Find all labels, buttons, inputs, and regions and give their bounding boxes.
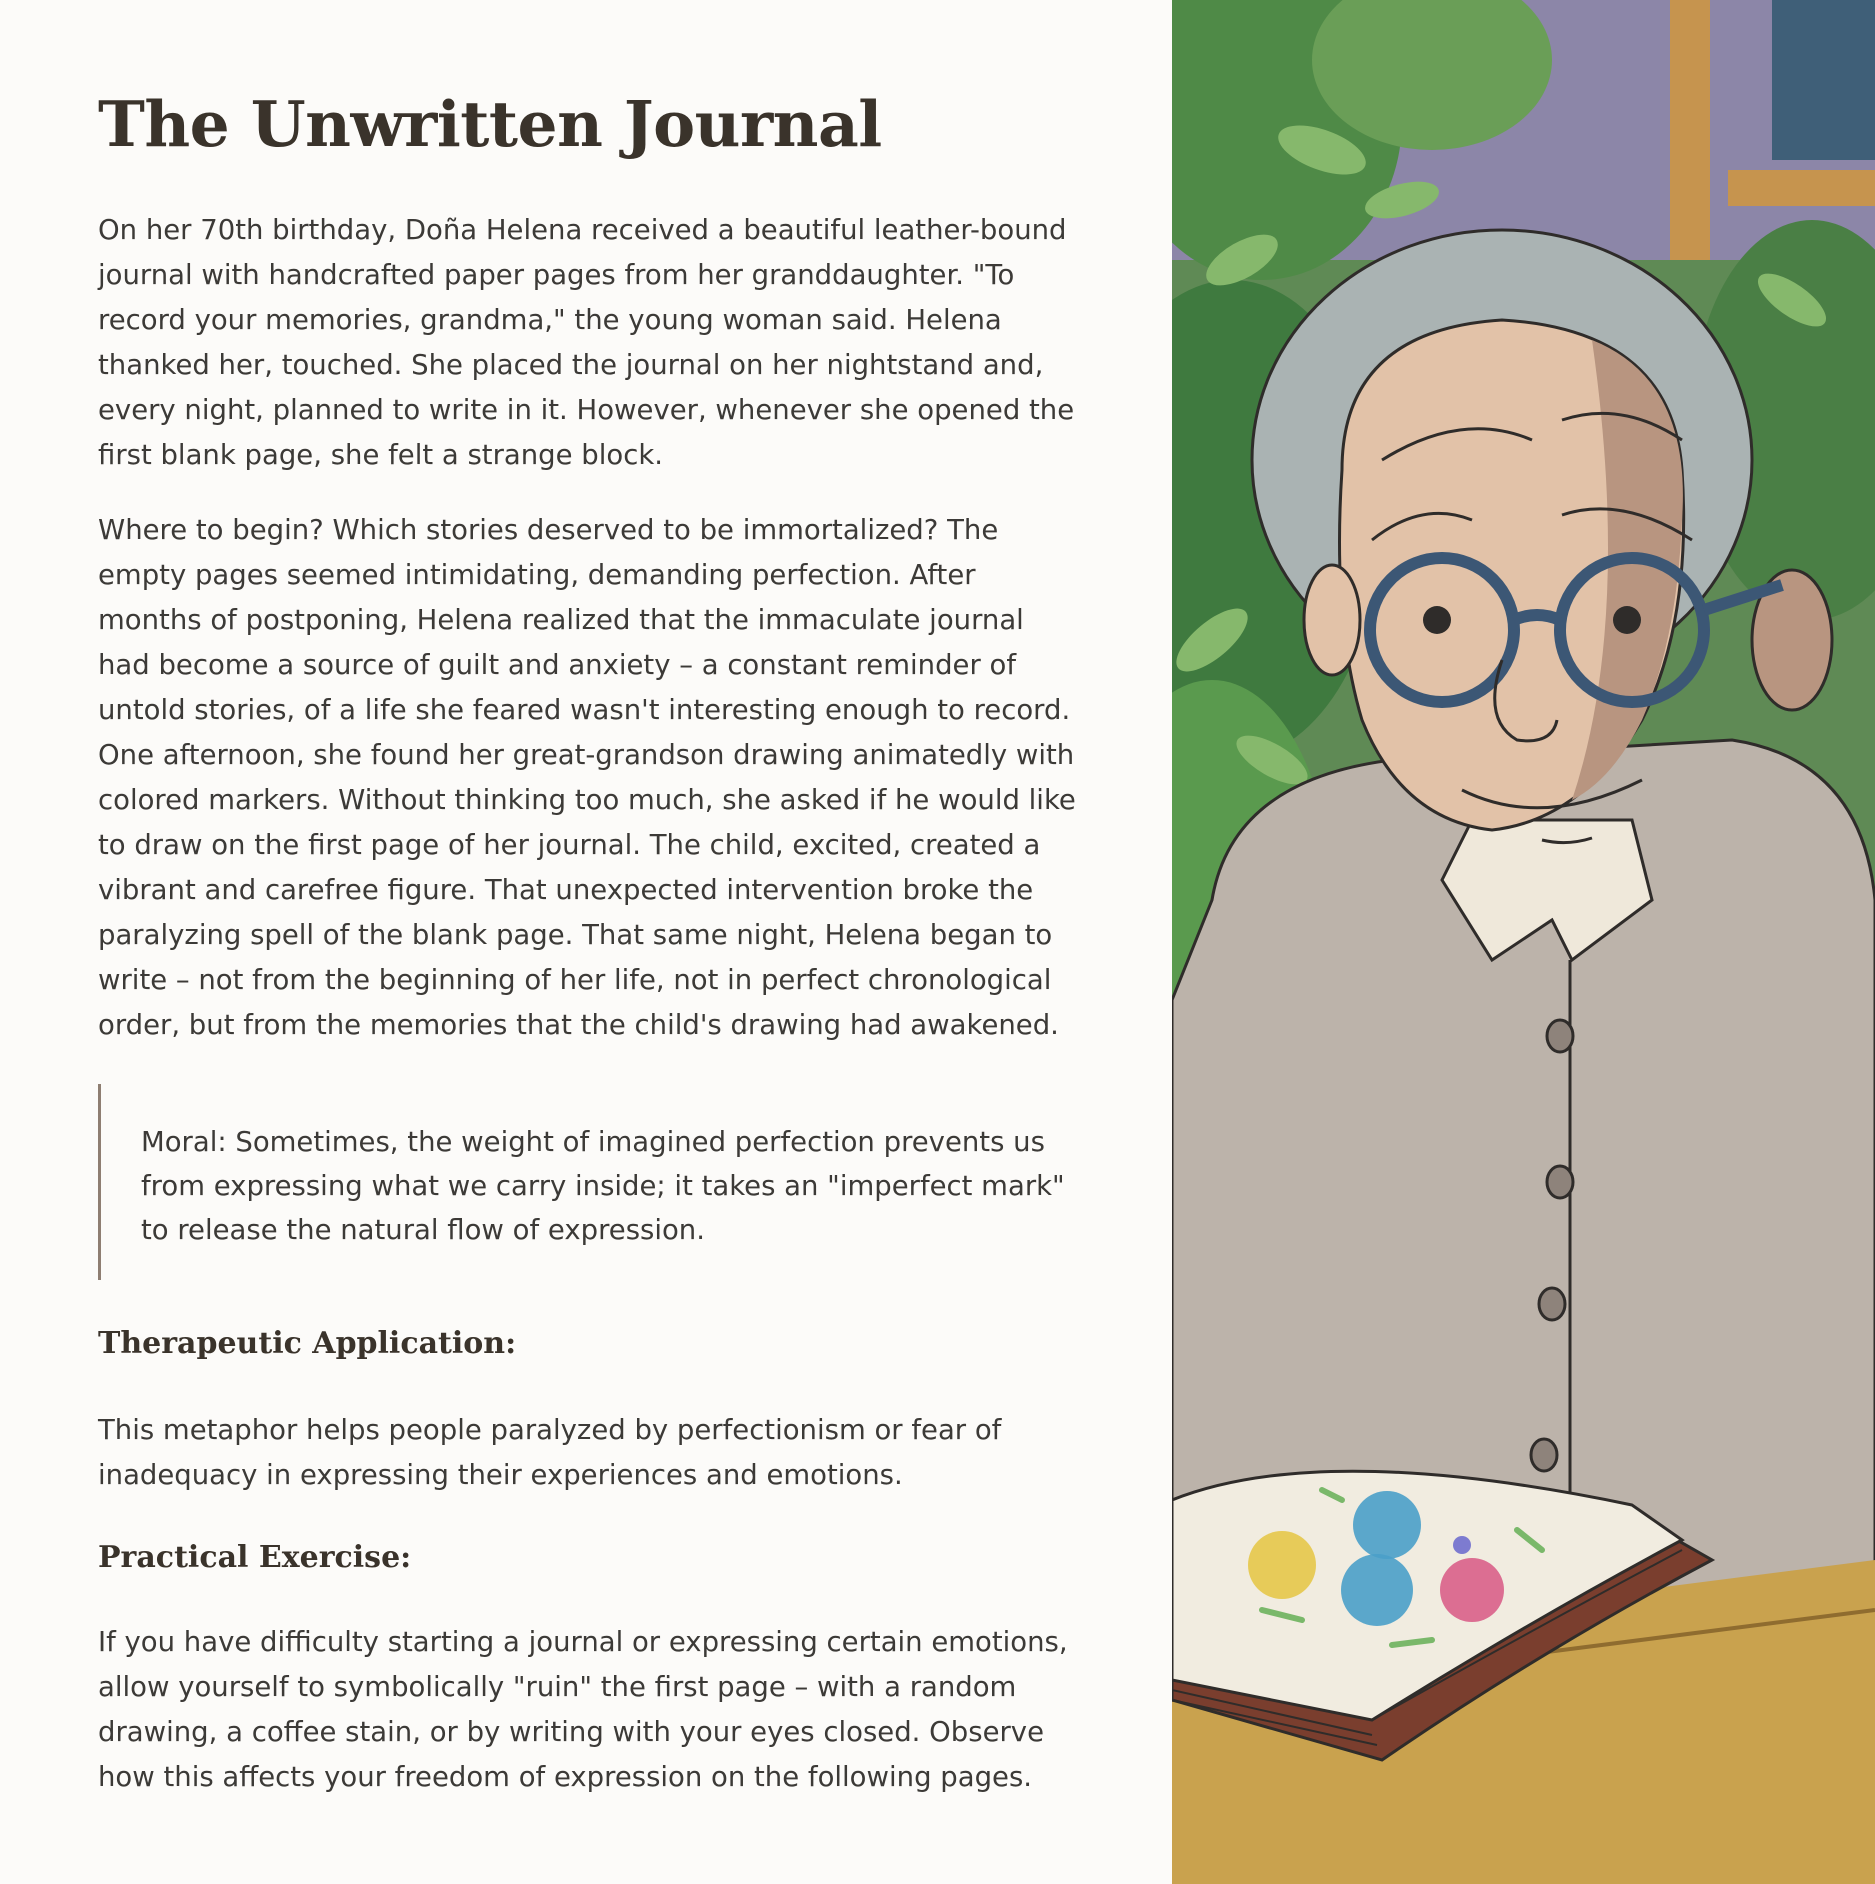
exercise-heading: Practical Exercise: xyxy=(98,1540,412,1575)
article xyxy=(98,0,1083,1800)
therapeutic-text: This metaphor helps people paralyzed by perfectionism or fear of inadequacy in expressing their experiences and emotions. xyxy=(98,1414,1002,1491)
exercise-text: If you have difficulty starting a journal or expressing certain emotions, allow yourself to symbolically "ruin" the first page – with a random drawing, a coffee stain, or by writing with your eyes closed. Observe how this affects your freedom of expression on the following pages. xyxy=(98,1626,1068,1793)
article-title: The Unwritten Journal xyxy=(98,87,882,161)
illustration-grandmother-with-journal xyxy=(1172,0,1875,1884)
moral-text: Moral: Sometimes, the weight of imagined perfection prevents us from expressing what we carry inside; it takes an "imperfect mark" to release the natural flow of expression. xyxy=(141,1126,1065,1246)
therapeutic-heading: Therapeutic Application: xyxy=(98,1326,517,1361)
story-paragraph-2: Where to begin? Which stories deserved to be immortalized? The empty pages seemed intimidating, demanding perfection. After months of postponing, Helena realized that the immaculate journal had become a source of guilt and anxiety – a constant reminder of untold stories, of a life she feared wasn't interesting enough to record. One afternoon, she found her great-grandson drawing animatedly with colored markers. Without thinking too much, she asked if he would like to draw on the first page of her journal. The child, excited, created a vibrant and carefree figure. That unexpected intervention broke the paralyzing spell of the blank page. That same night, Helena began to write – not from the beginning of her life, not in perfect chronological order, but from the memories that the child's drawing had awakened. xyxy=(98,514,1076,1041)
moral-blockquote xyxy=(98,1084,1083,1280)
story-paragraph-1: On her 70th birthday, Doña Helena received a beautiful leather-bound journal with handcrafted paper pages from her granddaughter. "To record your memories, grandma," the young woman said. Helena thanked her, touched. She placed the journal on her nightstand and, every night, planned to write in it. However, whenever she opened the first blank page, she felt a strange block. xyxy=(98,214,1075,471)
